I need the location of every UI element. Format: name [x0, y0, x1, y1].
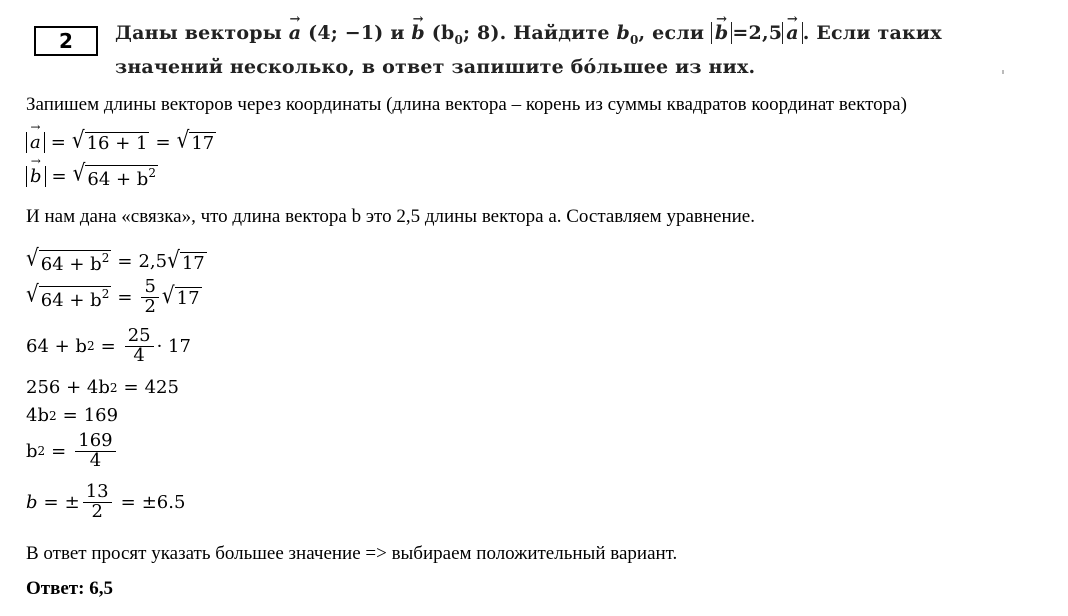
link-text: И нам дана «связка», что длина вектора b это 2,5 длины вектора a. Составляем уравнение. — [26, 206, 755, 227]
vector-a: → a — [289, 20, 302, 47]
fraction: $\frac{25}{4}$ — [125, 327, 154, 366]
solution-intro: Запишем длины векторов через координаты (длина вектора – корень из суммы квадратов координат вектора) — [26, 94, 907, 115]
equation-1: √ $64 + b^2$ = 2,5 √ 17 — [26, 243, 205, 275]
abs-b: → b — [711, 22, 733, 44]
equation-2: √ $64 + b^2$ = $\frac{5}{2}$ √ 17 — [26, 276, 200, 317]
fraction: $\frac{5}{2}$ — [141, 278, 158, 317]
equation-7: b = ± $\frac{13}{2}$ = ±6.5 — [26, 481, 186, 522]
problem-number-box — [34, 26, 98, 56]
problem-statement: Даны векторы → a (4; −1) и → b ($b_0$; 8). Найдите $b_0$, если → b =2,5→ a . Если таких значений несколько, в ответ запишите бо́льшее из них. — [115, 20, 1045, 81]
equation-4: 256 + 4b 2 = 425 — [26, 377, 179, 398]
length-b-equation: → b = √ $64 + b^2$ — [26, 163, 158, 190]
equation-5: 4b 2 = 169 — [26, 405, 119, 426]
answer: Ответ: 6,5 — [26, 578, 113, 599]
vector-b: → b — [411, 20, 425, 47]
length-a-equation: → a = √ 16 + 1 = √ 17 — [26, 130, 216, 154]
equation-6: b 2 = $\frac{169}{4}$ — [26, 432, 119, 471]
scan-speck — [1002, 70, 1004, 74]
choose-text: В ответ просят указать большее значение => выбираем положительный вариант. — [26, 543, 678, 564]
fraction: $\frac{13}{2}$ — [83, 483, 112, 522]
fraction: $\frac{169}{4}$ — [75, 432, 115, 471]
problem-number: 2 — [59, 29, 73, 53]
equation-3: 64 + b 2 = $\frac{25}{4}$ · 17 — [26, 325, 191, 366]
abs-a: → a — [782, 22, 803, 44]
